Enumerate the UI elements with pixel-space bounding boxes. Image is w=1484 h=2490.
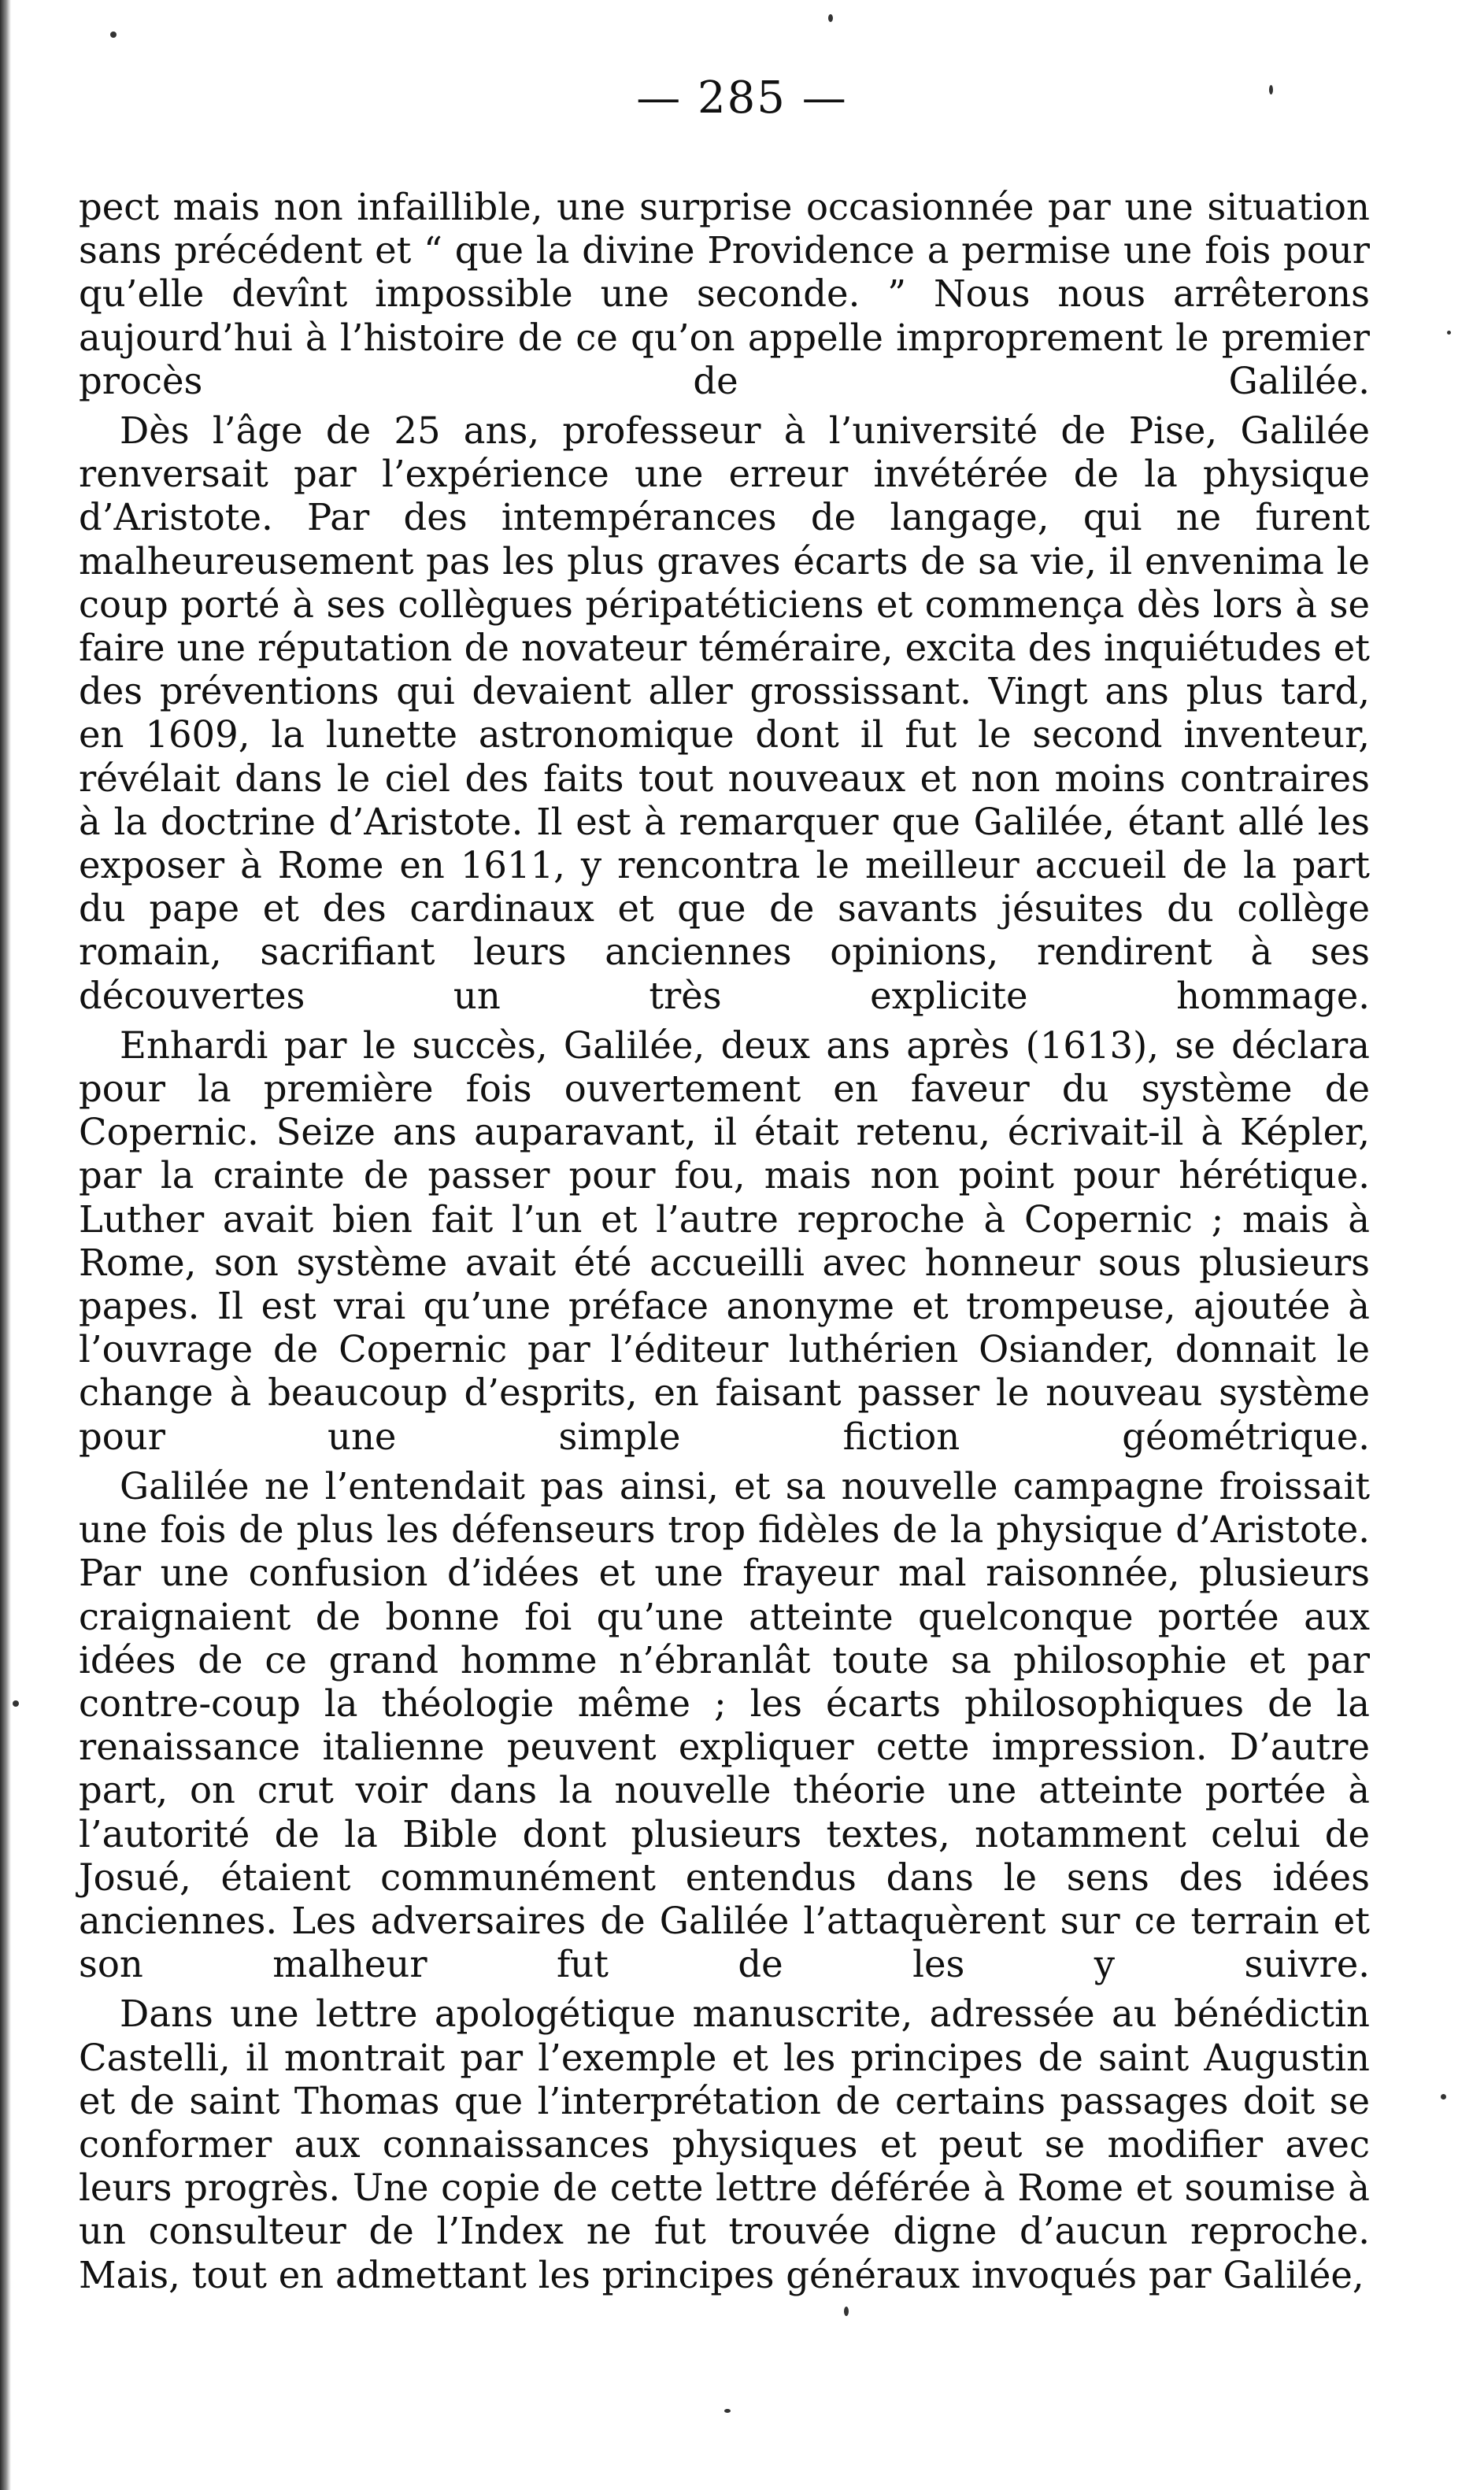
page-edge-shadow — [0, 0, 11, 2490]
paragraph-4: Galilée ne l’entendait pas ainsi, et sa nouvelle campagne froissait une fois de plus les défenseurs trop fidèles de la physique d’Aristote. Par une confusion d’idées et une frayeur mal raisonnée, plusieurs craignaient de bonne foi qu’une atteinte quelconque portée aux idées de ce grand homme n’ébranlât toute sa philosophie et par contre-coup la théologie même ; les écarts philosophiques de la renaissance italienne peuvent expliquer cette impression. D’autre part, on crut voir dans la nouvelle théorie une atteinte portée à l’autorité de la Bible dont plusieurs textes, notamment celui de Josué, étaient communément entendus dans le sens des idées anciennes. Les adversaires de Galilée l’attaquèrent sur ce terrain et son malheur fut de les y suivre. — [79, 1464, 1370, 1986]
body-text — [79, 186, 1370, 2303]
ink-speck — [1269, 85, 1273, 94]
ink-speck — [1441, 2094, 1446, 2100]
paragraph-2: Dès l’âge de 25 ans, professeur à l’université de Pise, Galilée renversait par l’expérience une erreur invétérée de la physique d’Aristote. Par des intempérances de langage, qui ne furent malheureusement pas les plus graves écarts de sa vie, il envenima le coup porté à ses collègues péripatéticiens et commença dès lors à se faire une réputation de novateur téméraire, excita des inquiétudes et des préventions qui devaient aller grossissant. Vingt ans plus tard, en 1609, la lunette astronomique dont il fut le second inventeur, révélait dans le ciel des faits tout nouveaux et non moins contraires à la doctrine d’Aristote. Il est à remarquer que Galilée, étant allé les exposer à Rome en 1611, y rencontra le meilleur accueil de la part du pape et des cardinaux et que de savants jésuites du collège romain, sacrifiant leurs anciennes opinions, rendirent à ses découvertes un très explicite hommage. — [79, 409, 1370, 1017]
page-number: — 285 — — [636, 72, 848, 124]
ink-speck — [828, 14, 833, 22]
ink-speck — [110, 31, 117, 38]
ink-speck — [1447, 331, 1451, 335]
paragraph-3: Enhardi par le succès, Galilée, deux ans après (1613), se déclara pour la première fois ouvertement en faveur du système de Copernic. Seize ans auparavant, il était retenu, écrivait-il à Képler, par la crainte de passer pour fou, mais non point pour hérétique. Luther avait bien fait l’un et l’autre reproche à Copernic ; mais à Rome, son système avait été accueilli avec honneur sous plusieurs papes. Il est vrai qu’une préface anonyme et trompeuse, ajoutée à l’ouvrage de Copernic par l’éditeur luthérien Osiander, donnait le change à beaucoup d’esprits, en faisant passer le nouveau système pour une simple fiction géométrique. — [79, 1023, 1370, 1458]
paragraph-1: pect mais non infaillible, une surprise occasionnée par une situation sans précédent et “ que la divine Providence a permise une fois pour qu’elle devînt impossible une seconde. ” Nous nous arrêterons aujourd’hui à l’histoire de ce qu’on appelle improprement le premier procès de Galilée. — [79, 186, 1370, 402]
paragraph-5: Dans une lettre apologétique manuscrite, adressée au bénédictin Castelli, il montrait par l’exemple et les principes de saint Augustin et de saint Thomas que l’interprétation de certains passages doit se conformer aux connaissances physiques et peut se modifier avec leurs progrès. Une copie de cette lettre déférée à Rome et soumise à un consulteur de l’Index ne fut trouvée digne d’aucun reproche. Mais, tout en admettant les principes généraux invoqués par Galilée, — [79, 1992, 1370, 2296]
ink-speck — [724, 2409, 731, 2413]
ink-speck — [13, 1700, 19, 1707]
ink-speck — [844, 2307, 849, 2316]
